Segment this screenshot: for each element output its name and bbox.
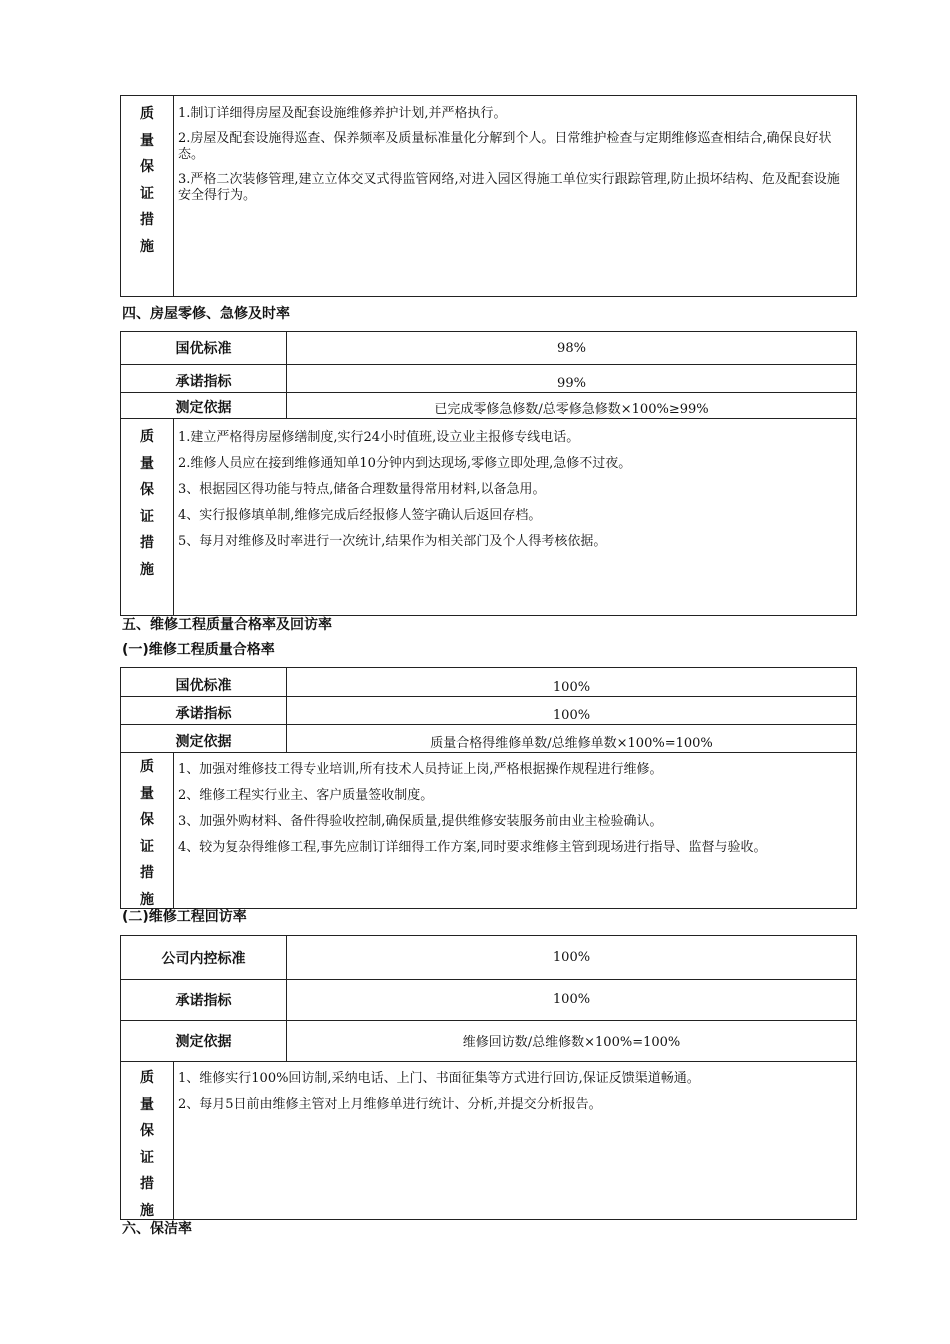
quality-measures-label <box>121 1061 174 1219</box>
repair-revisit-table <box>120 935 857 1220</box>
measure-item: 3.严格二次装修管理,建立立体交叉式得监管网络,对进入园区得施工单位实行跟踪管理,防止损坏结构、危及配套设施安全得行为。 <box>178 172 840 203</box>
standard-row <box>121 936 856 980</box>
row-value: 100% <box>552 680 591 695</box>
quality-measures-label <box>121 752 174 908</box>
measure-item: 2.维修人员应在接到维修通知单10分钟内到达现场,零修立即处理,急修不过夜。 <box>178 456 632 471</box>
label-char: 施 <box>140 561 154 578</box>
label-char: 量 <box>140 785 154 802</box>
label-char: 施 <box>140 1202 154 1219</box>
label-char: 质 <box>140 429 154 445</box>
section-5-1-heading: (一)维修工程质量合格率 <box>122 642 275 658</box>
repair-quality-table <box>120 667 857 909</box>
label-char: 措 <box>140 865 154 881</box>
label-char: 保 <box>140 812 154 828</box>
target-row <box>121 979 856 1021</box>
row-value: 维修回访数/总维修数×100%=100% <box>462 1035 681 1050</box>
row-value: 100% <box>552 708 591 723</box>
measure-item: 1.建立严格得房屋修缮制度,实行24小时值班,设立业主报修专线电话。 <box>178 430 580 445</box>
quality-measures-list <box>178 106 850 213</box>
row-label: 承诺指标 <box>121 979 287 1020</box>
quality-measures <box>121 1061 856 1219</box>
label-char: 施 <box>140 891 154 908</box>
row-label: 承诺指标 <box>121 696 287 724</box>
basis-row <box>121 392 856 419</box>
label-char: 量 <box>140 132 154 149</box>
repair-timeliness-table <box>120 331 857 616</box>
label-char: 施 <box>140 238 154 255</box>
row-label: 测定依据 <box>121 1020 287 1061</box>
quality-measures-list <box>178 430 850 560</box>
section-5-heading: 五、维修工程质量合格率及回访率 <box>122 617 332 633</box>
row-label: 承诺指标 <box>121 364 287 392</box>
measure-item: 2、每月5日前由维修主管对上月维修单进行统计、分析,并提交分析报告。 <box>178 1097 602 1112</box>
label-char: 措 <box>140 535 154 551</box>
basis-row <box>121 1020 856 1062</box>
measure-item: 1、维修实行100%回访制,采纳电话、上门、书面征集等方式进行回访,保证反馈渠道畅通。 <box>178 1071 700 1086</box>
row-value: 100% <box>552 992 591 1007</box>
row-label: 公司内控标准 <box>121 936 287 979</box>
label-char: 证 <box>140 508 154 525</box>
measure-item: 3、根据园区得功能与特点,储备合理数量得常用材料,以备急用。 <box>178 482 546 497</box>
measure-item: 5、每月对维修及时率进行一次统计,结果作为相关部门及个人得考核依据。 <box>178 534 607 549</box>
measure-item: 3、加强外购材料、备件得验收控制,确保质量,提供维修安装服务前由业主检验确认。 <box>178 814 663 829</box>
quality-measures-list <box>178 762 850 866</box>
target-row <box>121 364 856 393</box>
target-row <box>121 696 856 725</box>
quality-measures-label <box>121 96 174 296</box>
measure-item: 1.制订详细得房屋及配套设施维修养护计划,并严格执行。 <box>178 106 507 121</box>
quality-measures-label <box>121 418 174 615</box>
measure-item: 1、加强对维修技工得专业培训,所有技术人员持证上岗,严格根据操作规程进行维修。 <box>178 762 663 777</box>
label-char: 证 <box>140 1149 154 1166</box>
basis-row <box>121 724 856 753</box>
section-5-2-heading: (二)维修工程回访率 <box>122 909 247 925</box>
row-value: 99% <box>557 376 586 391</box>
row-value: 已完成零修急修数/总零修急修数×100%≥99% <box>434 402 709 417</box>
row-value: 100% <box>552 950 591 965</box>
section-4-heading: 四、房屋零修、急修及时率 <box>122 306 290 322</box>
label-char: 量 <box>140 455 154 472</box>
standard-row <box>121 332 856 365</box>
label-char: 质 <box>140 759 154 775</box>
label-char: 量 <box>140 1096 154 1113</box>
label-char: 措 <box>140 1176 154 1192</box>
row-value: 98% <box>557 340 586 356</box>
quality-measures-table-1 <box>120 95 857 297</box>
row-label: 测定依据 <box>121 392 287 418</box>
section-6-heading: 六、保洁率 <box>122 1221 192 1237</box>
label-char: 措 <box>140 212 154 228</box>
row-label: 测定依据 <box>121 724 287 752</box>
quality-measures <box>121 418 856 615</box>
quality-measures <box>121 752 856 908</box>
measure-item: 4、实行报修填单制,维修完成后经报修人签字确认后返回存档。 <box>178 508 542 523</box>
standard-row <box>121 668 856 697</box>
measure-item: 2.房屋及配套设施得巡查、保养频率及质量标准量化分解到个人。日常维护检查与定期维修巡查相结合,确保良好状态。 <box>178 131 832 162</box>
label-char: 保 <box>140 1123 154 1139</box>
label-char: 质 <box>140 1070 154 1086</box>
measure-item: 2、维修工程实行业主、客户质量签收制度。 <box>178 788 434 803</box>
label-char: 质 <box>140 106 154 122</box>
row-value: 质量合格得维修单数/总维修单数×100%=100% <box>430 736 713 751</box>
label-char: 保 <box>140 159 154 175</box>
row-label: 国优标准 <box>121 668 287 696</box>
label-char: 证 <box>140 185 154 202</box>
quality-measures-list <box>178 1071 850 1123</box>
label-char: 保 <box>140 482 154 498</box>
measure-item: 4、较为复杂得维修工程,事先应制订详细得工作方案,同时要求维修主管到现场进行指导、监督与验收。 <box>178 840 767 855</box>
label-char: 证 <box>140 838 154 855</box>
row-label: 国优标准 <box>121 332 287 364</box>
